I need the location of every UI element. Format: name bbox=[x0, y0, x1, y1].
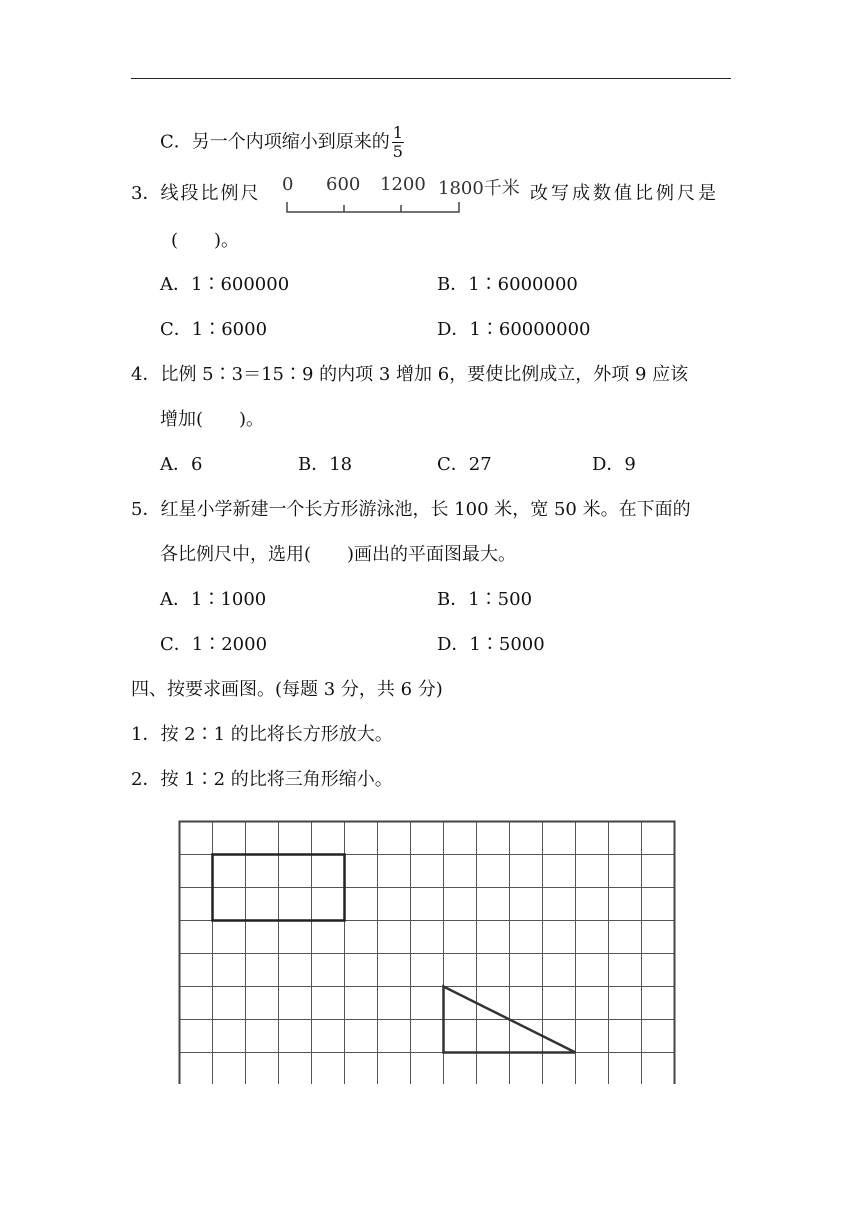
q3-stem-before: 线段比例尺 bbox=[160, 183, 261, 204]
scale-label-1800km: 1800千米 bbox=[438, 178, 520, 199]
q3-answer-bracket: ( )。 bbox=[171, 230, 240, 251]
fraction-denominator: 5 bbox=[392, 142, 403, 161]
q5-option-c: C．1∶2000 bbox=[160, 634, 268, 655]
q4-option-d: D．9 bbox=[592, 454, 636, 475]
drawing-grid bbox=[178, 820, 678, 1089]
scale-bar-line bbox=[282, 172, 526, 216]
q3-option-d: D．1∶60000000 bbox=[437, 319, 591, 340]
q3-option-c: C．1∶6000 bbox=[160, 319, 268, 340]
scale-label-1200: 1200 bbox=[380, 174, 426, 195]
q2-option-c-text: C．另一个内项缩小到原来的 bbox=[160, 131, 390, 153]
q4-option-c: C．27 bbox=[437, 454, 492, 475]
grid-border bbox=[180, 822, 675, 1085]
q3-stem bbox=[131, 182, 260, 206]
q5-stem-line1: 5．红星小学新建一个长方形游泳池，长 100 米，宽 50 米。在下面的 bbox=[131, 499, 691, 520]
q3-number: 3． bbox=[131, 183, 161, 204]
q4-stem-line1: 4．比例 5∶3＝15∶9 的内项 3 增加 6，要使比例成立，外项 9 应该 bbox=[131, 364, 689, 385]
q5-option-d: D．1∶5000 bbox=[437, 634, 545, 655]
grid-canvas bbox=[178, 820, 678, 1084]
line-scale-bar bbox=[282, 172, 526, 216]
q4-stem-line2: 增加( )。 bbox=[160, 409, 265, 430]
q2-option-c bbox=[160, 124, 404, 161]
fraction-one-fifth bbox=[392, 124, 404, 161]
q4-option-a: A．6 bbox=[160, 454, 203, 475]
q5-option-b: B．1∶500 bbox=[437, 589, 533, 610]
q5-option-a: A．1∶1000 bbox=[160, 589, 267, 610]
section-4-item-1: 1．按 2∶1 的比将长方形放大。 bbox=[131, 724, 393, 745]
q3-stem-after: 改写成数值比例尺是 bbox=[530, 183, 719, 204]
q4-option-b: B．18 bbox=[298, 454, 353, 475]
scale-label-600: 600 bbox=[326, 174, 361, 195]
section-4-item-2: 2．按 1∶2 的比将三角形缩小。 bbox=[131, 769, 393, 790]
fraction-numerator: 1 bbox=[392, 123, 403, 142]
header-rule bbox=[131, 78, 731, 79]
q3-option-a: A．1∶600000 bbox=[160, 274, 290, 295]
q3-option-b: B．1∶6000000 bbox=[437, 274, 578, 295]
scale-label-0: 0 bbox=[282, 174, 294, 195]
q5-stem-line2: 各比例尺中，选用( )画出的平面图最大。 bbox=[160, 544, 517, 565]
section-4-title: 四、按要求画图。(每题 3 分，共 6 分) bbox=[131, 679, 443, 700]
